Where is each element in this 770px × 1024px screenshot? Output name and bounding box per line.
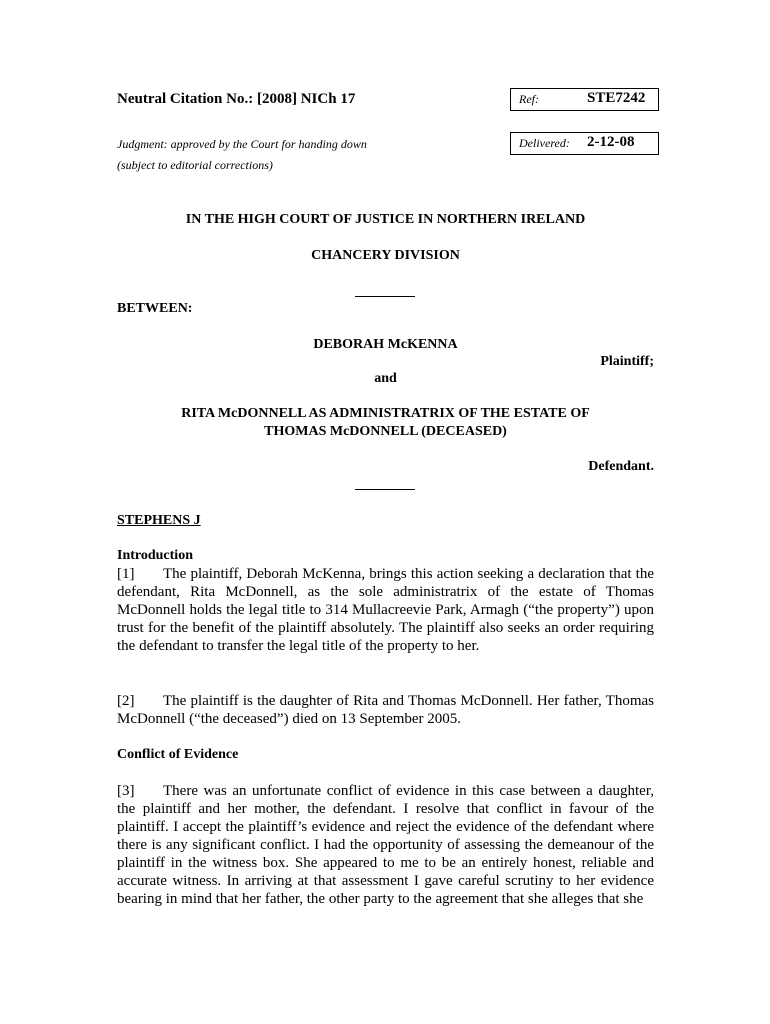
delivered-label: Delivered: (519, 136, 570, 150)
divider-rule (355, 489, 415, 490)
ref-label: Ref: (519, 92, 539, 106)
paragraph-text: The plaintiff is the daughter of Rita and Thomas McDonnell. Her father, Thomas McDonnell (“the deceased”) died on 13 September 2005. (117, 693, 654, 727)
ref-box (510, 88, 659, 111)
paragraph-number: [1] (117, 566, 135, 582)
between-label: BETWEEN: (117, 301, 193, 316)
defendant-role: Defendant. (588, 459, 654, 474)
defendant-name-line2: THOMAS McDONNELL (DECEASED) (264, 424, 507, 439)
delivered-value: 2-12-08 (587, 134, 635, 150)
judge-name: STEPHENS J (117, 513, 201, 528)
court-title: IN THE HIGH COURT OF JUSTICE IN NORTHERN IRELAND (185, 212, 586, 227)
divider-rule (355, 296, 415, 297)
paragraph-number: [2] (117, 693, 135, 709)
paragraph-1 (117, 565, 654, 655)
paragraph-3 (117, 782, 654, 908)
judgment-note: Judgment: approved by the Court for handing down (117, 137, 367, 151)
editorial-note: (subject to editorial corrections) (117, 158, 273, 172)
neutral-citation: Neutral Citation No.: [2008] NICh 17 (117, 91, 356, 107)
court-division: CHANCERY DIVISION (311, 248, 460, 263)
paragraph-2 (117, 692, 654, 728)
section-heading-introduction: Introduction (117, 548, 193, 563)
paragraph-text: The plaintiff, Deborah McKenna, brings this action seeking a declaration that the defendant, Rita McDonnell, as the sole administratrix of the estate of Thomas McDonnell holds the legal title to 314 Mullacreevie Park, Armagh (“the property”) upon trust for the benefit of the plaintiff absolutely. The plaintiff also seeks an order requiring the defendant to transfer the legal title of the property to her. (117, 566, 654, 654)
defendant-name-line1: RITA McDONNELL AS ADMINISTRATRIX OF THE ESTATE OF (181, 406, 590, 421)
ref-value: STE7242 (587, 90, 646, 106)
plaintiff-name: DEBORAH McKENNA (313, 337, 458, 352)
paragraph-text: There was an unfortunate conflict of evidence in this case between a daughter, the plaintiff and her mother, the defendant. I resolve that conflict in favour of the plaintiff. I accept the plaintiff’s evidence and reject the evidence of the defendant where there is any significant conflict. I had the opportunity of assessing the demeanour of the plaintiff in the witness box. She appeared to me to be an entirely honest, reliable and accurate witness. In arriving at that assessment I gave careful scrutiny to her evidence bearing in mind that her father, the other party to the agreement that she alleges that she (117, 783, 654, 907)
plaintiff-role: Plaintiff; (600, 354, 654, 369)
paragraph-number: [3] (117, 783, 135, 799)
section-heading-conflict: Conflict of Evidence (117, 747, 239, 762)
delivered-box (510, 132, 659, 155)
and-label: and (374, 371, 397, 386)
